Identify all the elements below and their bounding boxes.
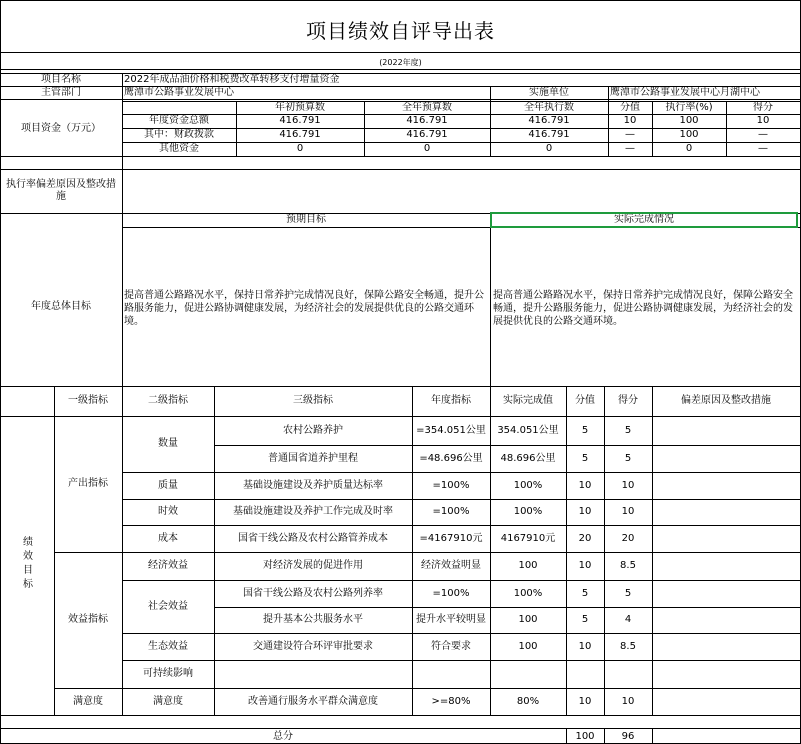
funds-cell: 0	[423, 143, 431, 154]
level1-indicator: 产出指标	[68, 478, 108, 489]
funds-cell: 0	[296, 143, 304, 154]
indicator-cell: >=80%	[431, 695, 471, 707]
level2-indicator: 生态效益	[148, 640, 188, 652]
indicator-cell: 20	[578, 532, 592, 544]
funds-cell: 100	[679, 115, 699, 126]
level2-indicator: 满意度	[153, 695, 183, 707]
indicator-cell: 100%	[513, 479, 543, 491]
indicator-header: 得分	[618, 395, 638, 406]
indicator-cell: 基础设施建设及养护质量达标率	[243, 479, 383, 491]
impl-value: 鹰潭市公路事业发展中心月湖中心	[610, 87, 760, 98]
level2-indicator: 经济效益	[148, 560, 188, 571]
funds-cell: 100	[679, 129, 699, 140]
funds-header: 得分	[753, 101, 773, 113]
dept-value: 鹰潭市公路事业发展中心	[124, 87, 234, 98]
funds-cell: 416.791	[279, 115, 321, 126]
indicator-header: 一级指标	[68, 395, 108, 406]
indicator-cell: 100	[518, 560, 538, 571]
indicator-cell: 4	[624, 614, 632, 625]
funds-cell: 416.791	[528, 115, 570, 126]
funds-row-label: 其他资金	[159, 143, 199, 154]
project-name-value: 2022年成品油价格和税费改革转移支付增量资金	[124, 74, 340, 85]
funds-cell: 416.791	[528, 129, 570, 140]
level2-indicator: 质量	[158, 479, 178, 491]
indicator-cell: 10	[621, 479, 635, 491]
indicator-cell: 农村公路养护	[283, 424, 343, 436]
indicator-cell: =4167910元	[419, 532, 483, 544]
funds-cell: —	[758, 143, 768, 154]
funds-header: 分值	[620, 101, 640, 113]
indicator-cell: 10	[578, 479, 592, 491]
grid-line-h	[0, 69, 801, 70]
expected-goal-header: 预期目标	[286, 214, 326, 225]
indicator-cell: 提升基本公共服务水平	[263, 614, 363, 625]
indicator-cell: 10	[621, 695, 635, 707]
indicator-cell	[490, 660, 566, 688]
funds-label: 项目资金（万元）	[21, 122, 101, 134]
level2-indicator: 可持续影响	[143, 668, 193, 679]
funds-header: 执行率(%)	[665, 101, 713, 113]
indicator-cell: 5	[581, 614, 589, 625]
grid-line-v	[652, 728, 653, 744]
level1-indicator: 满意度	[73, 695, 103, 707]
indicator-cell: 8.5	[620, 640, 636, 652]
indicator-cell: 4167910元	[500, 532, 556, 544]
funds-header: 年初预算数	[275, 101, 325, 113]
funds-row-label: 其中：财政拨款	[144, 129, 214, 140]
indicator-cell: 5	[624, 424, 632, 436]
funds-cell: 0	[545, 143, 553, 154]
indicator-cell: =100%	[432, 479, 470, 491]
indicator-cell: 10	[578, 506, 592, 517]
indicator-cell: 10	[578, 695, 592, 707]
level2-indicator: 社会效益	[148, 600, 188, 612]
level2-indicator: 数量	[158, 438, 178, 449]
total-score-max: 100	[575, 731, 595, 742]
indicator-cell: 基础设施建设及养护工作完成及时率	[233, 506, 393, 517]
level1-indicator: 效益指标	[68, 614, 108, 625]
indicator-cell: =100%	[432, 587, 470, 599]
indicator-cell: 符合要求	[431, 640, 471, 652]
funds-cell: 0	[685, 143, 693, 154]
grid-line-h	[0, 0, 801, 1]
indicator-header: 分值	[575, 395, 595, 406]
indicator-cell: 20	[621, 532, 635, 544]
funds-row-label: 年度资金总额	[149, 115, 209, 126]
indicator-cell: 国省干线公路及农村公路列养率	[243, 587, 383, 599]
indicator-cell: 8.5	[620, 560, 636, 571]
indicator-cell	[214, 660, 412, 688]
indicator-cell: 100	[518, 640, 538, 652]
indicator-header: 偏差原因及整改措施	[681, 395, 771, 406]
indicator-cell: 提升水平较明显	[416, 614, 486, 625]
indicator-cell: 5	[581, 587, 589, 599]
indicator-header: 年度指标	[431, 395, 471, 406]
deviation-label: 执行率偏差原因及整改措施	[6, 179, 116, 202]
funds-cell: 416.791	[279, 129, 321, 140]
indicator-cell: 10	[578, 640, 592, 652]
grid-line-h	[0, 99, 801, 100]
funds-cell: 416.791	[406, 129, 448, 140]
impl-label: 实施单位	[529, 87, 569, 98]
total-label: 总分	[273, 731, 293, 742]
grid-line-v	[652, 386, 653, 715]
indicator-cell: 经济效益明显	[421, 560, 481, 571]
indicator-header: 三级指标	[293, 395, 333, 406]
indicator-cell: 80%	[516, 695, 540, 707]
actual-goal-text: 提高普通公路路况水平，保持日常养护完成情况良好，保障公路安全畅通，提升公路服务能力，促进公路协调健康发展，为经济社会的发展提供优良的公路交通环境。	[493, 289, 793, 327]
indicator-cell: 48.696公里	[500, 452, 556, 464]
indicator-cell: 交通建设符合环评审批要求	[253, 640, 373, 652]
grid-line-h	[0, 728, 801, 729]
indicator-cell: 100	[518, 614, 538, 625]
funds-cell: —	[758, 129, 768, 140]
annual-goal-label: 年度总体目标	[31, 301, 91, 312]
grid-line-h	[0, 156, 801, 157]
indicator-cell: 100%	[513, 587, 543, 599]
funds-cell: 10	[623, 115, 637, 126]
indicator-cell: 国省干线公路及农村公路管养成本	[238, 532, 388, 544]
total-score: 96	[621, 731, 635, 742]
indicator-cell: 100%	[513, 506, 543, 517]
level2-indicator: 时效	[158, 506, 178, 517]
expected-goal-text: 提高普通公路路况水平，保持日常养护完成情况良好，保障公路安全畅通，提升公路服务能力，促进公路协调健康发展，为经济社会的发展提供优良的公路交通环境。	[124, 289, 484, 327]
level2-indicator: 成本	[158, 532, 178, 544]
indicator-cell	[604, 660, 652, 688]
indicator-cell: 10	[578, 560, 592, 571]
grid-line-h	[0, 52, 801, 53]
page-title: 项目绩效自评导出表	[306, 19, 495, 43]
indicator-cell: 5	[581, 424, 589, 436]
indicator-cell: 354.051公里	[497, 424, 559, 436]
funds-cell: —	[625, 129, 635, 140]
indicator-cell: =354.051公里	[416, 424, 486, 436]
grid-line-h	[0, 715, 801, 716]
dept-label: 主管部门	[41, 87, 81, 98]
deviation-value	[122, 170, 801, 212]
indicator-header: 二级指标	[148, 395, 188, 406]
funds-cell: 416.791	[406, 115, 448, 126]
grid-line-v	[490, 213, 491, 386]
indicator-cell: 5	[624, 587, 632, 599]
funds-cell: 10	[756, 115, 770, 126]
indicator-cell: 5	[624, 452, 632, 464]
funds-header: 全年预算数	[402, 101, 452, 113]
indicator-cell: 5	[581, 452, 589, 464]
indicator-cell: 普通国省道养护里程	[268, 452, 358, 464]
project-name-label: 项目名称	[41, 74, 81, 85]
indicator-cell: =48.696公里	[419, 452, 483, 464]
indicator-cell: 对经济发展的促进作用	[263, 560, 363, 571]
indicator-cell: 改善通行服务水平群众满意度	[248, 695, 378, 707]
actual-goal-header: 实际完成情况	[614, 214, 674, 225]
indicator-cell: =100%	[432, 506, 470, 517]
grid-line-v	[122, 213, 123, 386]
funds-cell: —	[625, 143, 635, 154]
indicator-cell	[566, 660, 604, 688]
indicator-cell: 10	[621, 506, 635, 517]
funds-header: 全年执行数	[524, 101, 574, 113]
indicator-cell	[412, 660, 490, 688]
performance-target-side-label: 绩效目标	[23, 537, 33, 590]
indicator-header: 实际完成值	[503, 395, 553, 406]
year-note: (2022年度)	[379, 57, 422, 67]
